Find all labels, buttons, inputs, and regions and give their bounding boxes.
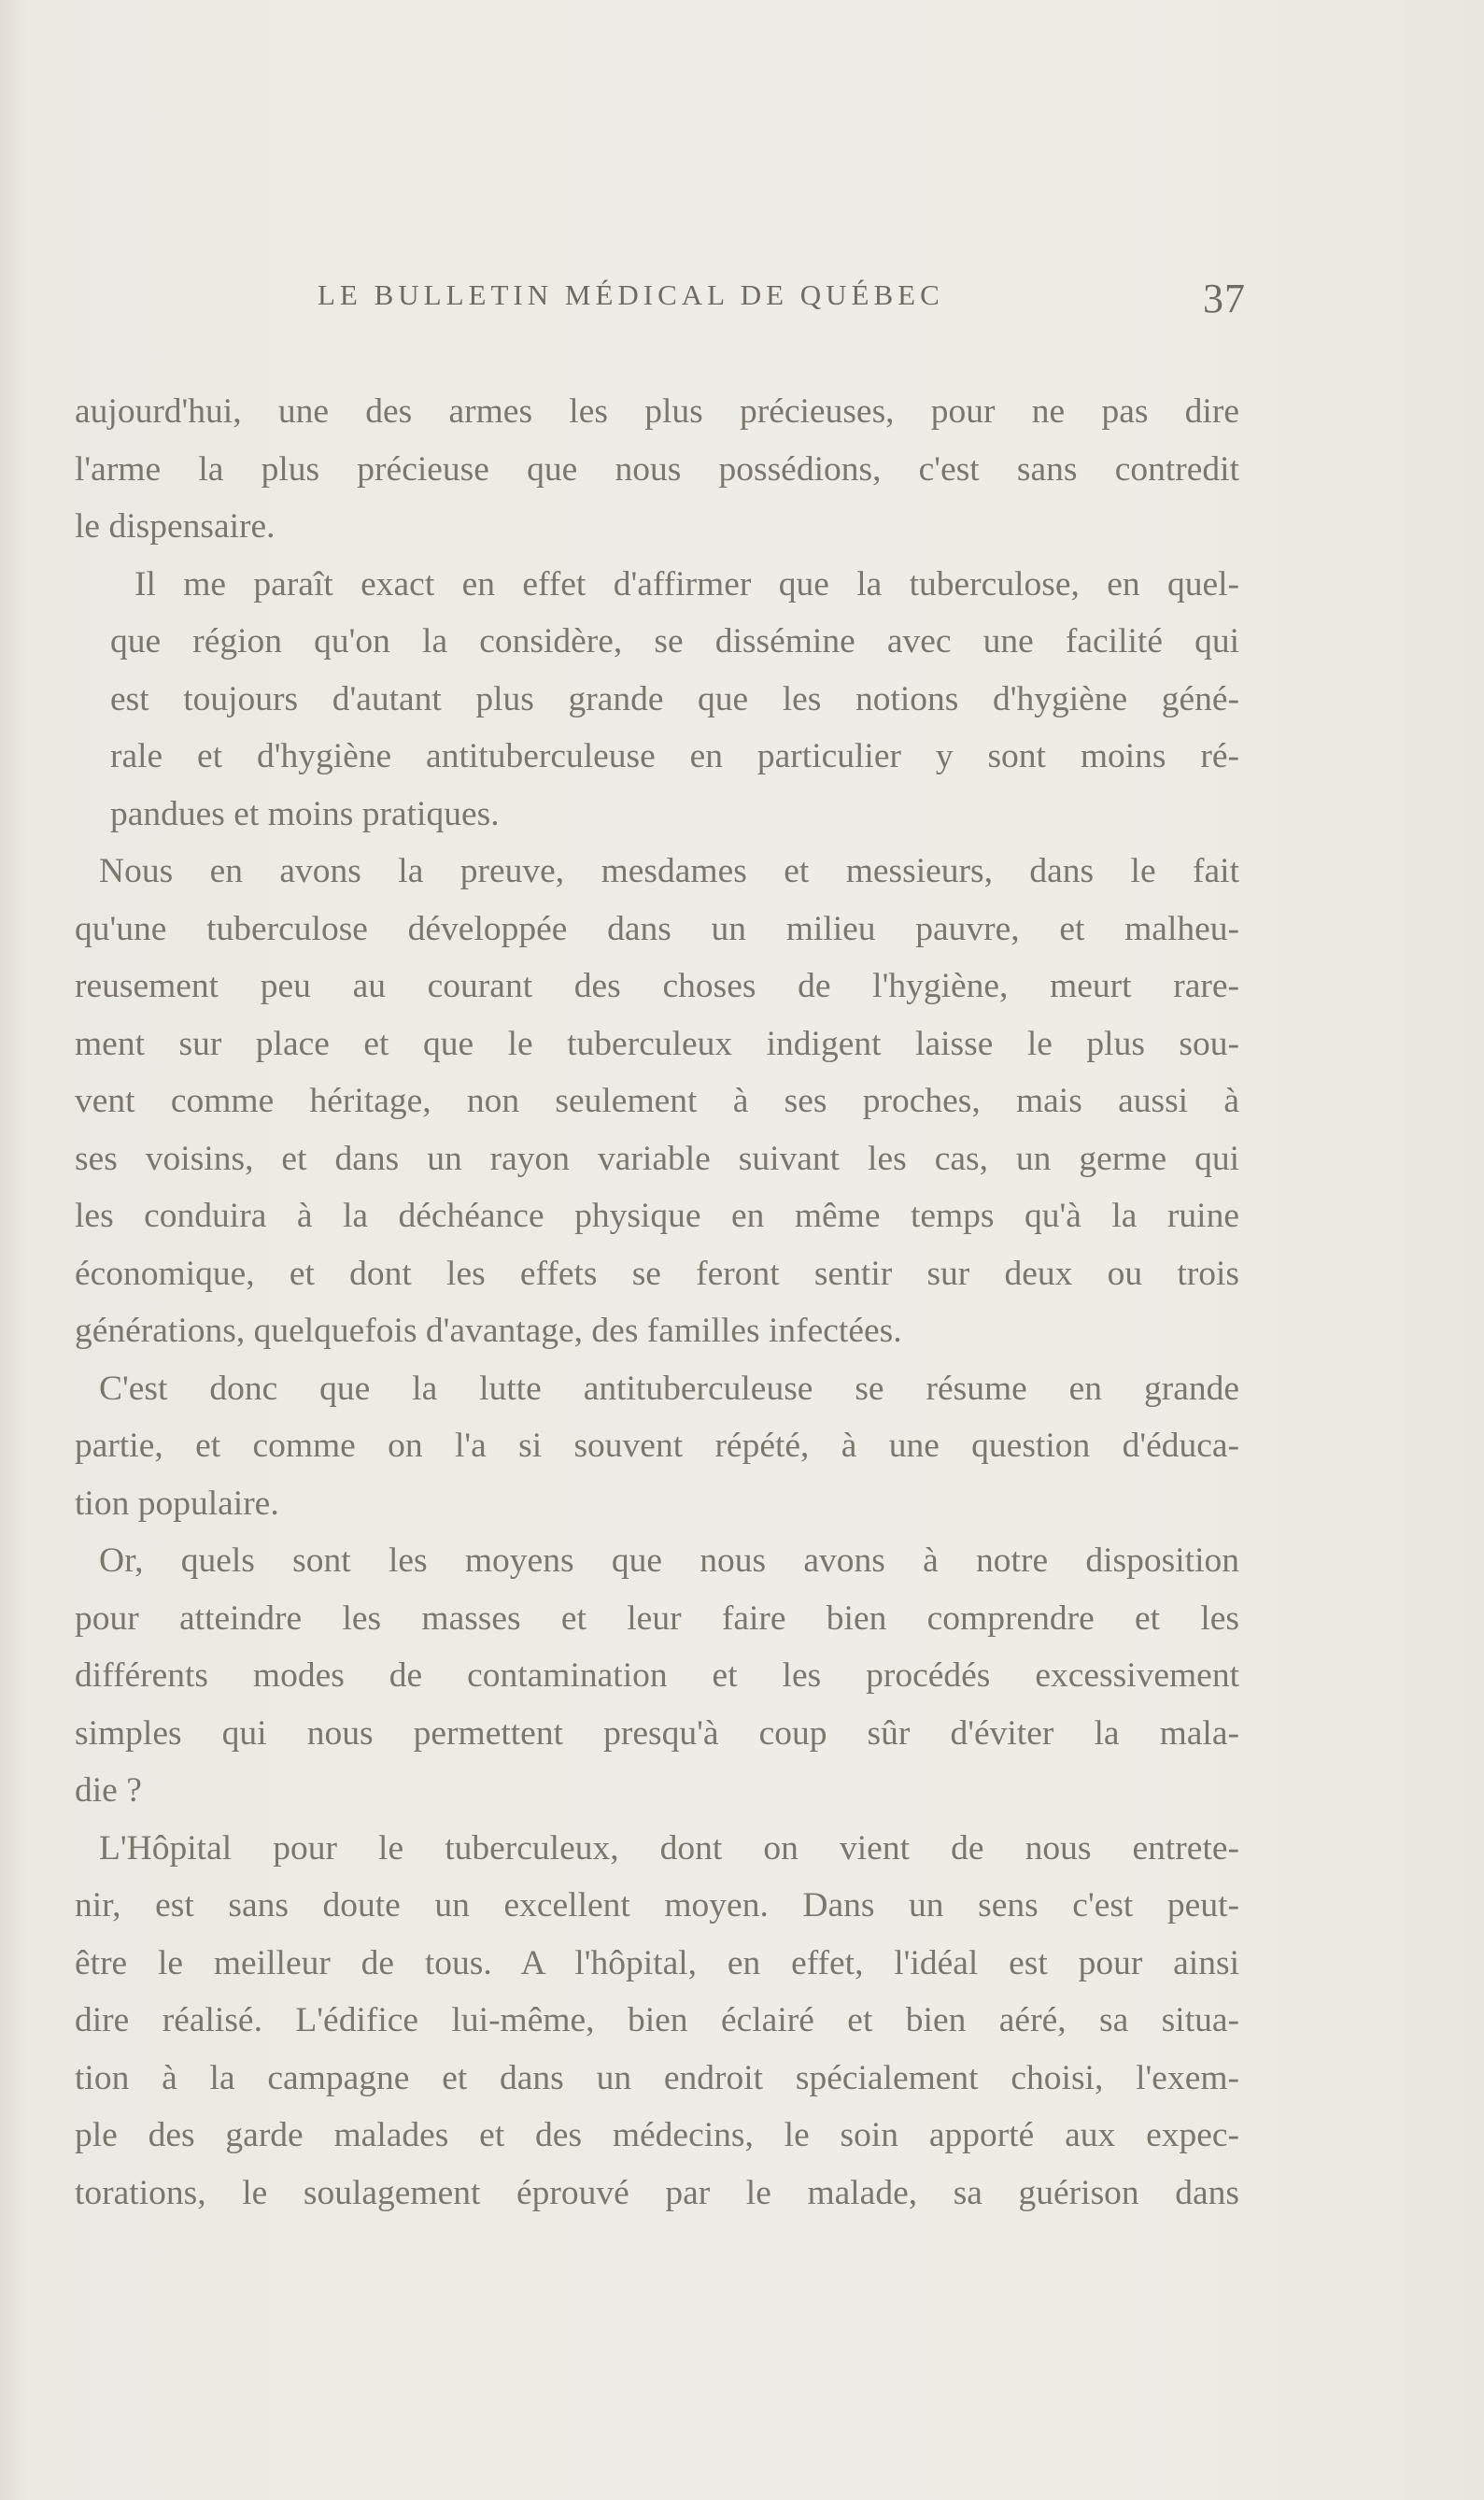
text-line: être le meilleur de tous. A l'hôpital, en effet, l'idéal est pour ainsi bbox=[75, 1943, 1239, 1982]
text-line: vent comme héritage, non seulement à ses proches, mais aussi à bbox=[75, 1082, 1239, 1120]
body-text bbox=[75, 383, 1239, 2222]
text-line: que région qu'on la considère, se dissémine avec une facilité qui bbox=[110, 622, 1239, 661]
paragraph bbox=[75, 556, 1239, 844]
text-line: partie, et comme on l'a si souvent répété, à une question d'éduca- bbox=[75, 1427, 1239, 1465]
text-line: reusement peu au courant des choses de l'hygiène, meurt rare- bbox=[75, 967, 1239, 1005]
text-line: est toujours d'autant plus grande que les notions d'hygiène géné- bbox=[110, 679, 1239, 718]
text-line: les conduira à la déchéance physique en même temps qu'à la ruine bbox=[75, 1197, 1239, 1235]
text-line: nir, est sans doute un excellent moyen. Dans un sens c'est peut- bbox=[75, 1886, 1239, 1925]
text-line: Or, quels sont les moyens que nous avons à notre disposition bbox=[99, 1541, 1239, 1580]
text-line: L'Hôpital pour le tuberculeux, dont on vient de nous entrete- bbox=[99, 1828, 1239, 1868]
text-line: pour atteindre les masses et leur faire bien comprendre et les bbox=[75, 1598, 1239, 1638]
text-line: tion à la campagne et dans un endroit spécialement choisi, l'exem- bbox=[75, 2058, 1239, 2097]
paragraph bbox=[75, 383, 1239, 556]
running-head bbox=[318, 278, 1251, 325]
paragraph bbox=[75, 1532, 1239, 1820]
paragraph bbox=[75, 1820, 1239, 2223]
paragraph bbox=[75, 843, 1239, 1360]
text-line: aujourd'hui, une des armes les plus précieuses, pour ne pas dire bbox=[75, 392, 1239, 431]
paragraph bbox=[75, 1360, 1239, 1533]
text-line: le dispensaire. bbox=[75, 507, 276, 546]
page-number: 37 bbox=[1203, 276, 1246, 321]
text-line: dire réalisé. L'édifice lui-même, bien éclairé et bien aéré, sa situa- bbox=[75, 2001, 1239, 2039]
text-line: tion populaire. bbox=[75, 1484, 279, 1523]
text-line: différents modes de contamination et les procédés excessivement bbox=[75, 1656, 1239, 1695]
text-line: Nous en avons la preuve, mesdames et messieurs, dans le fait bbox=[99, 852, 1239, 890]
text-line: die ? bbox=[75, 1771, 142, 1810]
text-line: ment sur place et que le tuberculeux indigent laisse le plus sou- bbox=[75, 1024, 1239, 1063]
text-line: générations, quelquefois d'avantage, des familles infectées. bbox=[75, 1312, 902, 1350]
text-line: Il me paraît exact en effet d'affirmer que la tuberculose, en quel- bbox=[134, 564, 1239, 604]
text-line: l'arme la plus précieuse que nous possédions, c'est sans contredit bbox=[75, 449, 1239, 489]
text-line: pandues et moins pratiques. bbox=[110, 794, 500, 833]
text-line: torations, le soulagement éprouvé par le malade, sa guérison dans bbox=[75, 2173, 1239, 2212]
text-line: qu'une tuberculose développée dans un milieu pauvre, et malheu- bbox=[75, 909, 1239, 948]
text-line: rale et d'hygiène antituberculeuse en particulier y sont moins ré- bbox=[110, 737, 1239, 775]
journal-title: LE BULLETIN MÉDICAL DE QUÉBEC bbox=[318, 278, 944, 311]
text-line: simples qui nous permettent presqu'à coup sûr d'éviter la mala- bbox=[75, 1713, 1239, 1753]
text-line: ses voisins, et dans un rayon variable suivant les cas, un germe qui bbox=[75, 1139, 1239, 1178]
text-line: C'est donc que la lutte antituberculeuse se résume en grande bbox=[99, 1369, 1239, 1408]
text-line: économique, et dont les effets se feront sentir sur deux ou trois bbox=[75, 1254, 1239, 1293]
text-line: ple des garde malades et des médecins, le soin apporté aux expec- bbox=[75, 2116, 1239, 2154]
